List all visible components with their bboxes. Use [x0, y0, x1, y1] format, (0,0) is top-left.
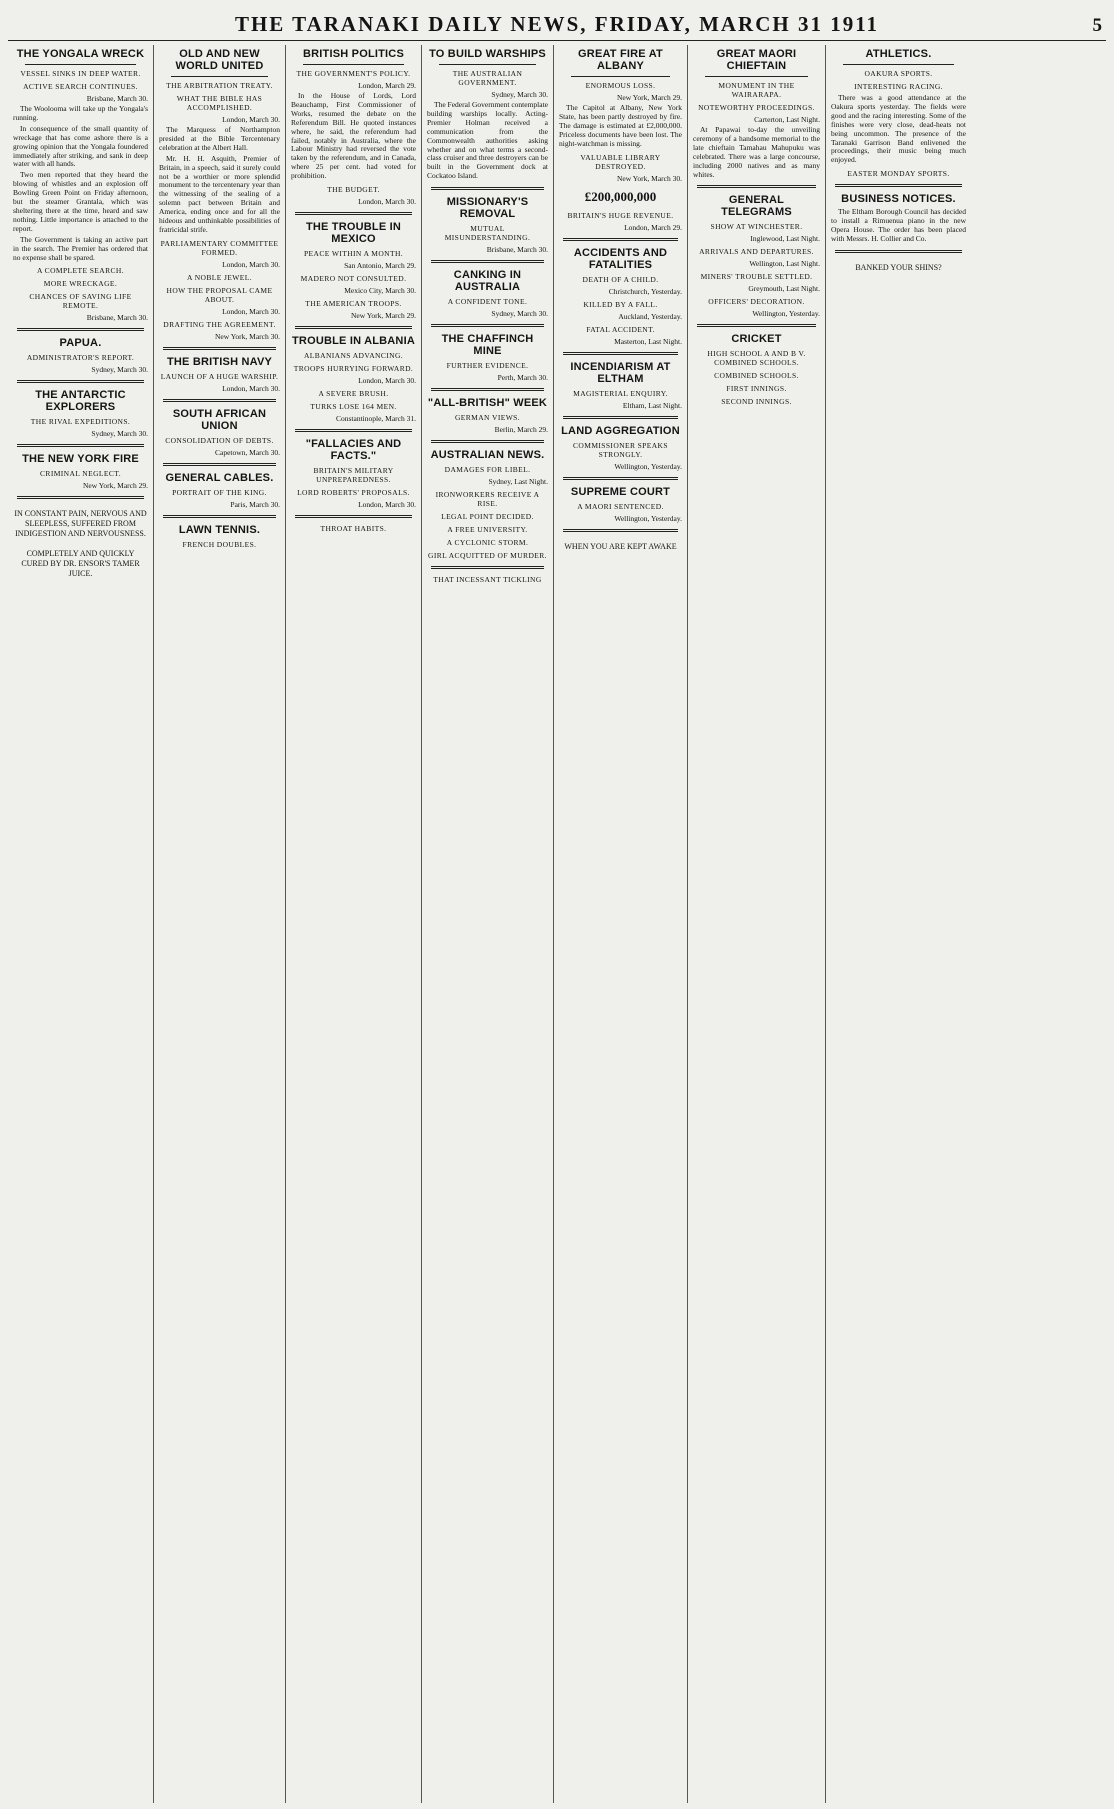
subhead: THROAT HABITS.: [320, 524, 387, 534]
subhead: THE RIVAL EXPEDITIONS.: [30, 417, 131, 427]
subhead: HIGH SCHOOL A AND B V. COMBINED SCHOOLS.: [707, 349, 806, 368]
subhead: FIRST INNINGS.: [726, 384, 787, 394]
subhead: A MAORI SENTENCED.: [577, 501, 664, 511]
divider: [705, 76, 808, 77]
section-divider: [431, 440, 544, 443]
subhead: A NOBLE JEWEL.: [187, 272, 252, 282]
subhead: CRIMINAL NEGLECT.: [40, 469, 121, 479]
paragraph: The Capitol at Albany, New York State, has been partly destroyed by fire. The damage is estimated at £2,000,000. Priceless documents have been lost. The night-watchman is missing.: [559, 103, 682, 148]
dateline: Masterton, Last Night.: [614, 336, 682, 346]
headline-old-new-world: OLD AND NEW WORLD UNITED: [175, 48, 264, 72]
advertisement-line: COMPLETELY AND QUICKLY CURED BY DR. ENSOR'S TAMER JUICE.: [21, 549, 140, 579]
section-divider: [17, 380, 144, 383]
headline-fallacies-facts: "FALLACIES AND FACTS.": [305, 438, 402, 463]
dateline: Mexico City, March 30.: [344, 286, 416, 296]
dateline: New York, March 29.: [617, 93, 682, 102]
column-2: [154, 45, 286, 1803]
subhead: MUTUAL MISUNDERSTANDING.: [444, 224, 531, 243]
dateline: Wellington, Yesterday.: [752, 309, 820, 319]
subhead: MORE WRECKAGE.: [43, 279, 118, 289]
subhead: FURTHER EVIDENCE.: [446, 361, 529, 371]
dateline: New York, March 29.: [83, 481, 148, 491]
subhead: THAT INCESSANT TICKLING: [433, 575, 542, 585]
paragraph: Mr. H. H. Asquith, Premier of Britain, in a speech, said it surely could not be a worthier or more splendid monument to the tercentenary year than the witnessing of the sealing of a solemn pact between Britain and America, ending once and for all the hideous and unthinkable possibilities of fratricidal strife.: [159, 153, 280, 234]
section-divider: [563, 477, 678, 480]
dateline: Inglewood, Last Night.: [750, 234, 820, 244]
dateline: Brisbane, March 30.: [486, 245, 548, 255]
dateline: Paris, March 30.: [230, 499, 280, 509]
subhead: A SEVERE BRUSH.: [318, 389, 389, 399]
divider: [439, 64, 536, 65]
dateline: Capetown, March 30.: [215, 447, 280, 457]
subhead: OFFICERS' DECORATION.: [708, 297, 805, 307]
dateline: Sydney, March 30.: [91, 365, 148, 375]
subhead: THE ARBITRATION TREATY.: [166, 81, 273, 90]
headline-albania: TROUBLE IN ALBANIA: [292, 335, 415, 348]
section-divider: [563, 352, 678, 355]
dateline: Sydney, March 30.: [91, 429, 148, 439]
section-divider: [163, 463, 276, 466]
subhead: ALBANIANS ADVANCING.: [303, 351, 404, 361]
subhead: THE GOVERNMENT'S POLICY.: [296, 69, 411, 78]
advertisement-line: IN CONSTANT PAIN, NERVOUS AND SLEEPLESS, SUFFERED FROM INDIGESTION AND NERVOUSNESS.: [14, 509, 147, 539]
subhead: EASTER MONDAY SPORTS.: [847, 169, 950, 179]
dateline: London, March 30.: [222, 306, 280, 316]
subhead: MAGISTERIAL ENQUIRY.: [573, 388, 668, 398]
paragraph: At Papawai to-day the unveiling ceremony of a handsome memorial to the late chieftain Tamahau Mahupuku was celebrated. There was a large concourse, including 2000 natives and as many whites.: [693, 125, 820, 179]
subhead: THE AUSTRALIAN GOVERNMENT.: [452, 69, 523, 87]
dateline: Wellington, Yesterday.: [614, 461, 682, 471]
advertisement-line: BANKED YOUR SHINS?: [855, 262, 942, 272]
subhead: HOW THE PROPOSAL CAME ABOUT.: [166, 285, 273, 304]
dateline: Wellington, Last Night.: [749, 259, 820, 269]
section-divider: [295, 515, 412, 518]
divider: [303, 64, 404, 65]
subhead: KILLED BY A FALL.: [583, 299, 658, 309]
section-divider: [295, 429, 412, 432]
column-4: [422, 45, 554, 1803]
section-divider: [563, 529, 678, 532]
headline-athletics: ATHLETICS.: [865, 48, 932, 60]
headline-incendiarism: INCENDIARISM AT ELTHAM: [570, 360, 671, 385]
column-1: [8, 45, 154, 1803]
dateline: Perth, March 30.: [497, 373, 548, 383]
dateline: Berlin, March 29.: [494, 425, 548, 435]
section-divider: [17, 444, 144, 447]
dateline: Brisbane, March 30.: [86, 313, 148, 323]
dateline: London, March 30.: [358, 197, 416, 207]
page-title: THE TARANAKI DAILY NEWS, FRIDAY, MARCH 31 1911: [234, 12, 880, 36]
subhead: DRAFTING THE AGREEMENT.: [163, 319, 276, 329]
dateline: Eltham, Last Night.: [622, 400, 682, 410]
subhead: A FREE UNIVERSITY.: [447, 525, 528, 535]
section-divider: [835, 250, 962, 253]
dateline: Carterton, Last Night.: [754, 115, 820, 124]
dateline: New York, March 29.: [351, 311, 416, 321]
paragraph: Two men reported that they heard the blowing of whistles and an explosion off Bowling Green Point on Friday afternoon, but the steamer Grantala, which was sheltering there at the time, heard and saw nothing. Little importance is attached to the report.: [13, 170, 148, 233]
column-5: [554, 45, 688, 1803]
subhead: A CYCLONIC STORM.: [446, 538, 529, 548]
paragraph: The Woolooma will take up the Yongala's running.: [13, 104, 148, 122]
subhead: PEACE WITHIN A MONTH.: [303, 249, 404, 259]
column-6: [688, 45, 826, 1803]
dateline: New York, March 30.: [215, 331, 280, 341]
revenue-figure: £200,000,000: [584, 188, 657, 204]
paragraph: The Marquess of Northampton presided at the Bible Tercentenary celebration at the Albert Hall.: [159, 125, 280, 152]
headline-general-cables: GENERAL CABLES.: [165, 471, 274, 484]
subhead: TROOPS HURRYING FORWARD.: [293, 364, 414, 374]
subhead: PORTRAIT OF THE KING.: [172, 487, 267, 497]
headline-all-british: "ALL-BRITISH" WEEK: [427, 397, 548, 410]
headline-australian-news: AUSTRALIAN NEWS.: [430, 449, 545, 462]
section-divider: [17, 496, 144, 499]
paragraph: The Government is taking an active part in the search. The Premier has ordered that no expense shall be spared.: [13, 234, 148, 262]
subhead: NOTEWORTHY PROCEEDINGS.: [698, 103, 815, 112]
paragraph: In consequence of the small quantity of wreckage that has come ashore there is a growing opinion that the Yongala foundered immediately after striking, and sank in deep water with all hands.: [13, 123, 148, 169]
headline-lawn-tennis: LAWN TENNIS.: [178, 523, 261, 536]
subhead: THE BUDGET.: [327, 185, 380, 195]
section-divider: [697, 185, 816, 188]
divider: [171, 76, 268, 77]
subhead: PARLIAMENTARY COMMITTEE FORMED.: [160, 238, 279, 257]
subhead: TURKS LOSE 164 MEN.: [310, 402, 397, 412]
headline-missionary: MISSIONARY'S REMOVAL: [446, 196, 529, 221]
section-divider: [295, 326, 412, 329]
dateline: Brisbane, March 30.: [86, 94, 148, 103]
dateline: London, March 30.: [358, 376, 416, 386]
subhead: CONSOLIDATION OF DEBTS.: [165, 435, 274, 445]
subhead: SECOND INNINGS.: [721, 397, 792, 407]
divider: [843, 64, 954, 65]
dateline: London, March 30.: [222, 383, 280, 393]
subhead: LAUNCH OF A HUGE WARSHIP.: [160, 371, 279, 381]
subhead: VALUABLE LIBRARY DESTROYED.: [580, 152, 661, 171]
page-number: 5: [1092, 15, 1102, 36]
subhead: MONUMENT IN THE WAIRARAPA.: [718, 81, 795, 99]
dateline: Constantinople, March 31.: [336, 414, 416, 424]
paragraph: In the House of Lords, Lord Beauchamp, First Commissioner of Works, resumed the debate on the Referendum Bill. He quoted instances where, he said, the referendum had failed, notably in Australia, where the Labour Ministry had reversed the vote taken by the referendum, and in Canada, where 25 per cent. had voted for prohibition.: [291, 91, 416, 181]
dateline: London, March 30.: [222, 259, 280, 269]
headline-yongala-wreck: THE YONGALA WRECK: [16, 48, 145, 60]
headline-canking: CANKING IN AUSTRALIA: [453, 269, 522, 294]
subhead: GERMAN VIEWS.: [454, 413, 521, 423]
subhead: FRENCH DOUBLES.: [182, 539, 257, 549]
advertisement-line: WHEN YOU ARE KEPT AWAKE: [564, 541, 677, 551]
subhead: COMMISSIONER SPEAKS STRONGLY.: [573, 440, 668, 459]
section-divider: [431, 324, 544, 327]
subhead: BRITAIN'S HUGE REVENUE.: [567, 210, 674, 220]
subhead: A COMPLETE SEARCH.: [36, 266, 124, 276]
section-divider: [563, 416, 678, 419]
subhead: ARRIVALS AND DEPARTURES.: [699, 247, 814, 257]
section-divider: [697, 324, 816, 327]
subhead: COMBINED SCHOOLS.: [714, 371, 799, 381]
headline-mexico: THE TROUBLE IN MEXICO: [305, 221, 402, 246]
dateline: New York, March 30.: [617, 173, 682, 183]
section-divider: [295, 212, 412, 215]
subhead: CHANCES OF SAVING LIFE REMOTE.: [29, 292, 132, 311]
subhead: VESSEL SINKS IN DEEP WATER.: [20, 69, 141, 78]
subhead: LEGAL POINT DECIDED.: [441, 512, 534, 522]
dateline: San Antonio, March 29.: [344, 261, 416, 271]
subhead: MINERS' TROUBLE SETTLED.: [700, 272, 813, 282]
section-divider: [163, 515, 276, 518]
section-divider: [835, 184, 962, 187]
dateline: Greymouth, Last Night.: [748, 284, 820, 294]
section-divider: [431, 566, 544, 569]
subhead: WHAT THE BIBLE HAS ACCOMPLISHED.: [176, 94, 263, 112]
dateline: Sydney, March 30.: [491, 90, 548, 99]
subhead: ADMINISTRATOR'S REPORT.: [26, 353, 135, 363]
dateline: Wellington, Yesterday.: [614, 513, 682, 523]
subhead: FATAL ACCIDENT.: [586, 324, 655, 334]
headline-maori-chieftain: GREAT MAORI CHIEFTAIN: [716, 48, 797, 72]
divider: [25, 64, 136, 65]
dateline: Christchurch, Yesterday.: [608, 286, 682, 296]
subhead: MADERO NOT CONSULTED.: [300, 274, 407, 284]
paragraph: The Federal Government contemplate building warships locally. Acting-Premier Holman received a communication from the Commonwealth authorities asking whether and on what terms a second-class cruiser and three destroyers can be built in the Government dock at Cockatoo Island.: [427, 100, 548, 181]
subhead: A CONFIDENT TONE.: [447, 297, 528, 307]
divider: [571, 76, 670, 77]
dateline: Auckland, Yesterday.: [618, 311, 682, 321]
section-divider: [431, 388, 544, 391]
headline-warships: TO BUILD WARSHIPS: [429, 48, 546, 60]
dateline: London, March 30.: [358, 500, 416, 510]
subhead: ACTIVE SEARCH CONTINUES.: [23, 82, 138, 91]
headline-business-notices: BUSINESS NOTICES.: [841, 193, 956, 206]
subhead: GIRL ACQUITTED OF MURDER.: [428, 551, 547, 561]
subhead: OAKURA SPORTS.: [864, 69, 933, 78]
dateline: Sydney, Last Night.: [488, 477, 548, 487]
headline-new-york-fire: THE NEW YORK FIRE: [22, 453, 139, 466]
headline-british-navy: THE BRITISH NAVY: [166, 355, 273, 368]
headline-chaffinch: THE CHAFFINCH MINE: [441, 333, 534, 358]
paragraph: There was a good attendance at the Oakura sports yesterday. The fields were good and the racing interesting. Some of the finishes were very close, dead-heats not being uncommon. The presence of the Taranaki Garrison Band enlivened the proceedings, their music being much enjoyed.: [831, 93, 966, 165]
subhead: DEATH OF A CHILD.: [582, 274, 659, 284]
subhead: LORD ROBERTS' PROPOSALS.: [297, 488, 410, 498]
subhead: IRONWORKERS RECEIVE A RISE.: [435, 490, 540, 509]
dateline: London, March 30.: [222, 115, 280, 124]
headline-antarctic: THE ANTARCTIC EXPLORERS: [35, 389, 126, 414]
headline-land-aggregation: LAND AGGREGATION: [561, 424, 680, 437]
section-divider: [431, 187, 544, 190]
paragraph: The Eltham Borough Council has decided to install a Rimuenua piano in the new Opera House. The order has been placed with Messrs. H. Collier and Co.: [831, 207, 966, 243]
headline-british-politics: BRITISH POLITICS: [303, 48, 404, 60]
columns: [8, 45, 1106, 1803]
subhead: SHOW AT WINCHESTER.: [710, 222, 803, 232]
subhead: ENORMOUS LOSS.: [585, 81, 656, 90]
subhead: BRITAIN'S MILITARY UNPREPAREDNESS.: [313, 466, 394, 485]
headline-papua: PAPUA.: [59, 337, 102, 350]
subhead: THE AMERICAN TROOPS.: [305, 299, 402, 309]
subhead: INTERESTING RACING.: [854, 82, 943, 91]
column-3: [286, 45, 422, 1803]
section-divider: [163, 399, 276, 402]
dateline: London, March 29.: [358, 81, 416, 90]
masthead: [8, 12, 1106, 41]
headline-supreme-court: SUPREME COURT: [570, 485, 671, 498]
column-7: [826, 45, 971, 1803]
subhead: DAMAGES FOR LIBEL.: [444, 465, 531, 475]
section-divider: [163, 347, 276, 350]
dateline: Sydney, March 30.: [491, 309, 548, 319]
headline-albany-fire: GREAT FIRE AT ALBANY: [578, 48, 663, 72]
headline-south-african-union: SOUTH AFRICAN UNION: [172, 407, 267, 432]
headline-accidents: ACCIDENTS AND FATALITIES: [573, 246, 668, 271]
section-divider: [431, 260, 544, 263]
section-divider: [563, 238, 678, 241]
dateline: London, March 29.: [624, 222, 682, 232]
headline-general-telegrams: GENERAL TELEGRAMS: [721, 194, 792, 219]
headline-cricket: CRICKET: [731, 333, 782, 346]
section-divider: [17, 328, 144, 331]
